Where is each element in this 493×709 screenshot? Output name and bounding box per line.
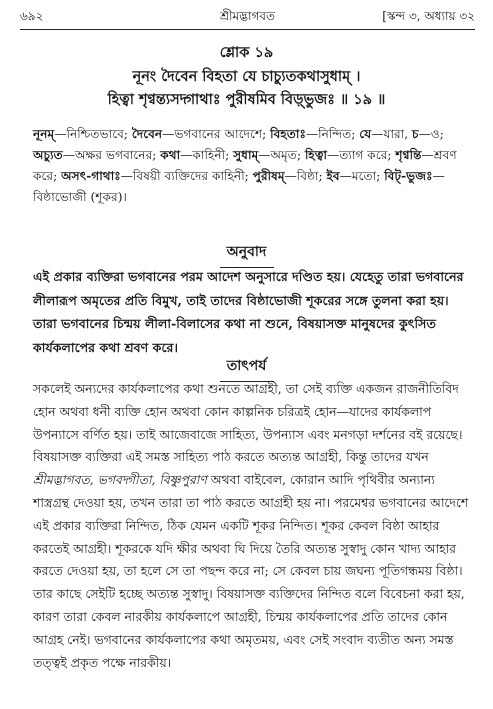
synonym-meaning: অমৃত; (270, 148, 305, 162)
synonym-word: বিহতাঃ (270, 127, 306, 141)
synonym-word: চ (412, 127, 419, 141)
purport-part-2: অথবা বাইবেল, কোরান আদি পৃথিবীর অন্যান্য শাস্ত্রগ্রন্থ দেওয়া হয়, তখন তারা তা পাঠ করতে আগ্রহী হয় না। পরমেশ্বর ভগবানের আদেশে এই প্রকার ব্যক্তিরা নিন্দিত, ঠিক যেমন একটি শূকর নিন্দিত। শূকর কেবল বিষ্ঠা আহার করতেই আগ্রহী। শূকরকে যদি ক্ষীর অথবা ঘি দিয়ে তৈরি অত্যন্ত সুস্বাদু কোন খাদ্য আহার করতে দেওয়া হয়, তা হলে সে তা পছন্দ করে না; সে কেবল চায় জঘন্য পূতিগন্ধময় বিষ্ঠা। তার কাছে সেইটি হচ্ছে অত্যন্ত সুস্বাদু। বিষয়াসক্ত ব্যক্তিদের নিন্দিত বলে বিবেচনা করা হয়, কারণ তারা কেবল নারকীয় কার্যকলাপে আগ্রহী, চিন্ময় কার্যকলাপের প্রতি তাদের কোন আগ্রহ নেই। ভগবানের কার্যকলাপের কথা অমৃতময়, এবং সেই সংবাদ ব্যতীত অন্য সমস্ত তত্ত্বই প্রকৃত পক্ষে নারকীয়। (33, 472, 469, 670)
synonym-word: হিত্বা (304, 148, 328, 162)
translation-heading-text: অনুবাদ (226, 244, 267, 260)
synonym-word: অচ্যুত (33, 148, 63, 162)
word-meanings: নূনম্—নিশ্চিতভাবে; দৈবেন—ভগবানের আদেশে; বিহতাঃ—নিন্দিত; যে—যারা, চ—ও; অচ্যুত—অক্ষর ভগবানের; কথা—কাহিনী; সুধাম্—অমৃত; হিত্বা—ত্যাগ করে; শৃণ্বন্তি—শ্রবণ করে; অসৎ-গাথাঃ—বিষয়ী ব্যক্তিদের কাহিনী; পুরীষম্—বিষ্ঠা; ইব—মতো; বিট্-ভুজঃ—বিষ্ঠাভোজী (শূকর)। (33, 127, 457, 204)
synonym-word: যে (359, 127, 372, 141)
translation-text: এই প্রকার ব্যক্তিরা ভগবানের পরম আদেশ অনুসারে দণ্ডিত হয়। যেহেতু তারা ভগবানের লীলারূপ অমৃতের প্রতি বিমুখ, তাই তাদের বিষ্ঠাভোজী শূকরের সঙ্গে তুলনা করা হয়। তারা ভগবানের চিন্ময় লীলা-বিলাসের কথা না শুনে, বিষয়াসক্ত মানুষদের কুৎসিত কার্যকলাপের কথা শ্রবণ করে। (33, 269, 464, 355)
synonym-meaning: যারা, (383, 127, 412, 141)
synonym-meaning: বিষয়ী ব্যক্তিদের কাহিনী; (132, 169, 253, 183)
synonym-meaning: শ্রবণ করে; (33, 148, 457, 183)
synonym-word: কথা (160, 148, 181, 162)
running-header (20, 8, 475, 26)
purport-heading-text: তাৎপর্য (226, 358, 267, 374)
header-divider (20, 29, 475, 30)
verse-number: শ্লোক ১৯ (219, 44, 274, 61)
purport-text (33, 378, 473, 674)
verse-line-2: হিত্বা শৃণ্বন্ত্যসদ্গাথাঃ পুরীষমিব বিড়্ভুজঃ ॥ ১৯ ॥ (107, 91, 386, 108)
synonym-word: পুরীষম্ (252, 169, 285, 183)
chapter-reference: [স্কন্দ ৩, অধ্যায় ৩২ (382, 9, 475, 23)
synonym-meaning: বিষ্ঠাভোজী (শূকর)। (33, 190, 127, 204)
synonym-word: দৈবেন (131, 127, 163, 141)
purport-part-1: সকলেই অন্যদের কার্যকলাপের কথা শুনতে আগ্রহী, তা সেই ব্যক্তি একজন রাজনীতিবিদ হোন অথবা ধনী ব্যক্তি হোন অথবা কোন কাল্পনিক চরিত্রই হোন—যাদের কার্যকলাপ উপন্যাসে বর্ণিত হয়। তাই আজেবাজে সাহিত্য, উপন্যাস এবং মনগড়া দর্শনের বই রয়েছে। বিষয়াসক্ত ব্যক্তিরা এই সমস্ত সাহিত্য পাঠ করতে অত্যন্ত আগ্রহী, কিন্তু তাদের যখন (33, 381, 463, 465)
synonym-meaning: ও; (430, 127, 444, 141)
synonym-word: বিট্-ভুজঃ (384, 169, 433, 183)
book-title: শ্রীমদ্ভাগবত (219, 9, 275, 23)
synonym-meaning: নিশ্চিতভাবে; (66, 127, 132, 141)
synonym-meaning: ত্যাগ করে; (339, 148, 396, 162)
synonym-word: শৃণ্বন্তি (395, 148, 422, 162)
synonym-meaning: নিন্দিত; (318, 127, 360, 141)
synonym-word: ইব (326, 169, 340, 183)
synonym-word: অসৎ-গাথাঃ (61, 169, 121, 183)
scripture-titles: শ্রীমদ্ভাগবত, ভগবদ্গীতা, বিষ্ণুপুরাণ (33, 472, 207, 488)
synonym-word: সুধাম্ (233, 148, 259, 162)
translation-heading (0, 240, 493, 268)
verse-line-1: নূনং দৈবেন বিহতা যে চাচ্যুতকথাসুধাম্ । (132, 68, 361, 85)
synonym-meaning: কাহিনী; (192, 148, 234, 162)
synonym-meaning: বিষ্ঠা; (296, 169, 327, 183)
synonym-meaning: অক্ষর ভগবানের; (75, 148, 161, 162)
synonym-meaning: মতো; (351, 169, 385, 183)
page-number: ৬৯২ (20, 9, 44, 23)
synonym-meaning: ভগবানের আদেশে; (174, 127, 271, 141)
synonym-word: নূনম্ (33, 127, 55, 141)
